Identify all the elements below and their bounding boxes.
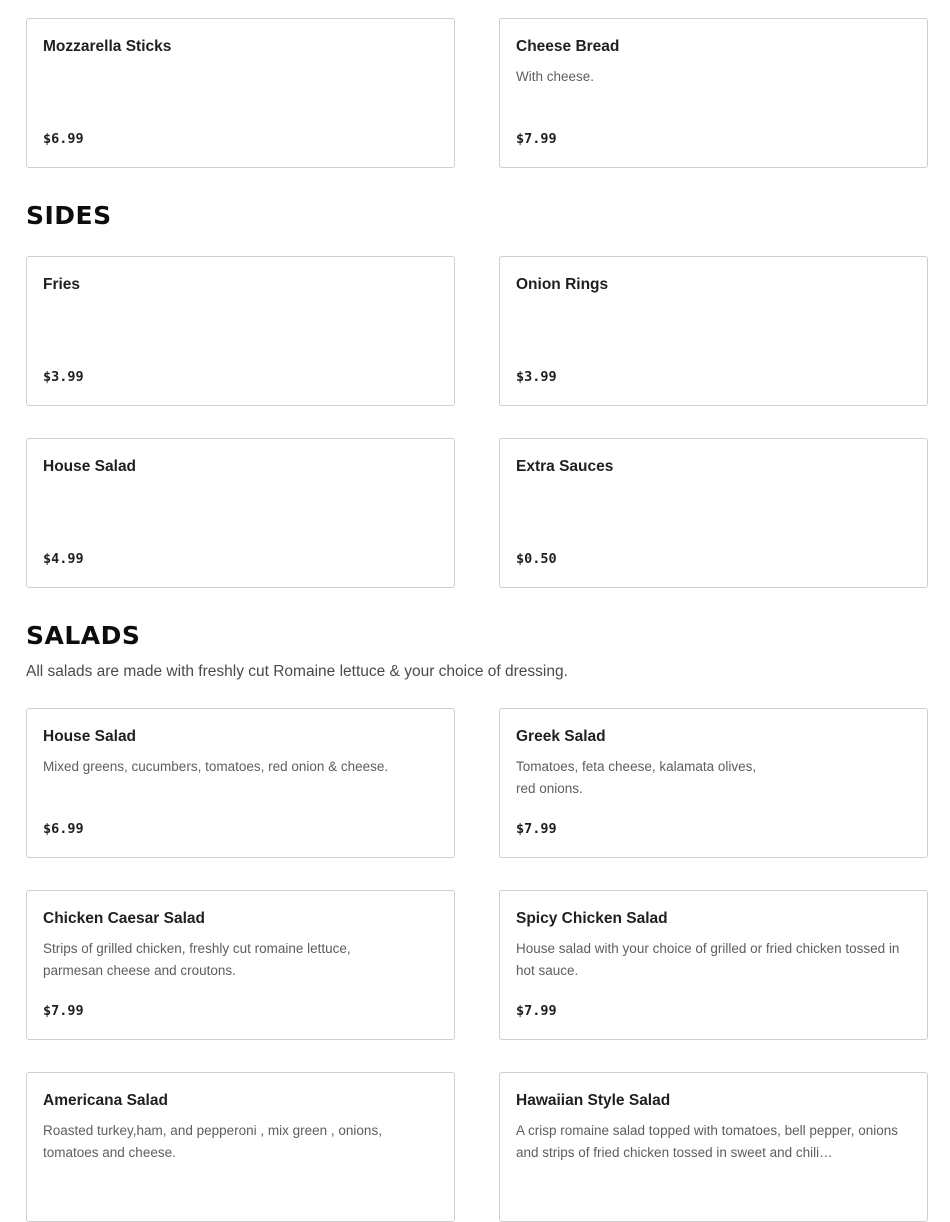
menu-item-name: Onion Rings: [516, 276, 609, 293]
menu-item-card[interactable]: [26, 438, 455, 588]
menu-item-price: $3.99: [43, 369, 84, 385]
menu-item-card[interactable]: [26, 18, 455, 168]
menu-item-price: $7.99: [516, 1003, 557, 1019]
menu-item-price: $7.99: [516, 821, 557, 837]
section-description: All salads are made with freshly cut Romaine lettuce & your choice of dressing.: [26, 663, 568, 680]
menu-item-card[interactable]: [499, 1072, 928, 1222]
menu-item-name: House Salad: [43, 458, 137, 475]
menu-item-card[interactable]: [26, 890, 455, 1040]
menu-item-description: House salad with your choice of grilled or fried chicken tossed in hot sauce.: [516, 941, 900, 978]
menu-item-price: $3.99: [516, 369, 557, 385]
menu-item-price: $0.50: [516, 551, 557, 567]
menu-item-name: Spicy Chicken Salad: [516, 910, 668, 927]
menu-item-description: Strips of grilled chicken, freshly cut romaine lettuce, parmesan cheese and croutons.: [43, 941, 351, 978]
menu-item-card[interactable]: [499, 890, 928, 1040]
menu-item-name: Americana Salad: [43, 1092, 168, 1109]
menu-item-card[interactable]: [499, 708, 928, 858]
menu-item-name: House Salad: [43, 728, 137, 745]
menu-item-description: A crisp romaine salad topped with tomatoes, bell pepper, onions and strips of fried chicken tossed in sweet and chili…: [516, 1123, 898, 1160]
menu-item-card[interactable]: [499, 18, 928, 168]
menu-item-price: $4.99: [43, 551, 84, 567]
menu-item-name: Mozzarella Sticks: [43, 38, 172, 55]
menu-item-card[interactable]: [499, 256, 928, 406]
menu-item-name: Chicken Caesar Salad: [43, 910, 205, 927]
menu-item-description: Tomatoes, feta cheese, kalamata olives, red onions.: [516, 759, 757, 796]
menu-item-price: $6.99: [43, 821, 84, 837]
menu-item-name: Cheese Bread: [516, 38, 620, 55]
menu-item-name: Hawaiian Style Salad: [516, 1092, 671, 1109]
menu-item-card[interactable]: [499, 438, 928, 588]
menu-item-price: $7.99: [43, 1003, 84, 1019]
menu-item-price: $7.99: [516, 131, 557, 147]
menu-item-price: $6.99: [43, 131, 84, 147]
menu-item-name: Fries: [43, 276, 81, 293]
menu-item-description: With cheese.: [516, 69, 595, 84]
menu-item-name: Greek Salad: [516, 728, 606, 745]
menu-item-card[interactable]: [26, 256, 455, 406]
section-title-sides: SIDES: [26, 201, 112, 230]
menu-item-card[interactable]: [26, 1072, 455, 1222]
menu-item-card[interactable]: [26, 708, 455, 858]
section-title-salads: SALADS: [26, 621, 141, 650]
menu-item-description: Mixed greens, cucumbers, tomatoes, red onion & cheese.: [43, 759, 389, 774]
menu-item-name: Extra Sauces: [516, 458, 614, 475]
menu-item-description: Roasted turkey,ham, and pepperoni , mix green , onions, tomatoes and cheese.: [43, 1123, 382, 1160]
